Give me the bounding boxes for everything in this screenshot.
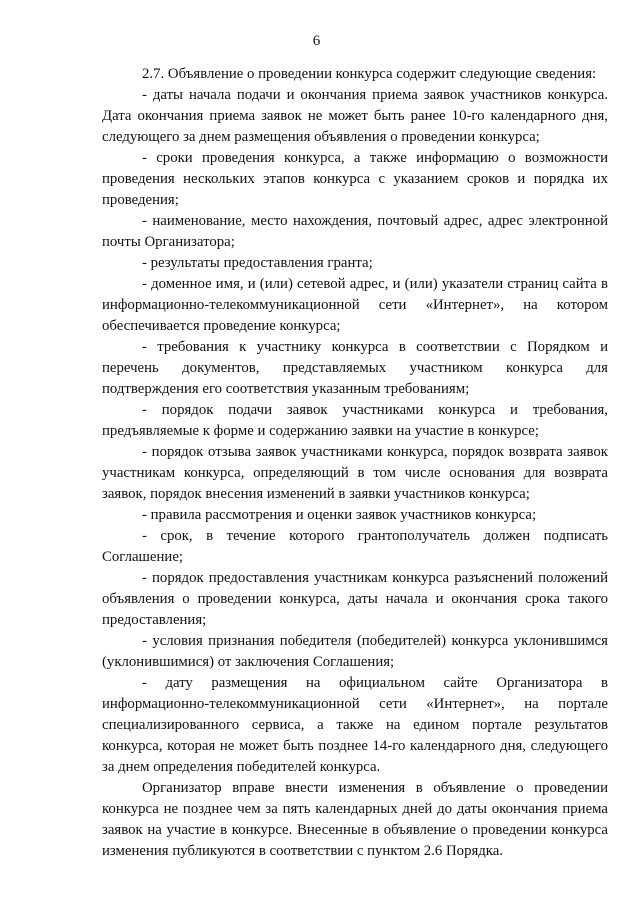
list-item-requirements: - требования к участнику конкурса в соответствии с Порядком и перечень документов, представляемых участником конкурса для подтверждения его соответствия указанным требованиям;: [102, 339, 608, 397]
list-item-dates: - даты начала подачи и окончания приема заявок участников конкурса. Дата окончания приема заявок не может быть ранее 10-го календарного дня, следующего за днем размещения объявления о проведении конкурса;: [102, 87, 608, 145]
list-item-clarifications: - порядок предоставления участникам конкурса разъяснений положений объявления о проведении конкурса, даты начала и окончания срока такого предоставления;: [102, 570, 608, 628]
list-item-stages: - сроки проведения конкурса, а также информацию о возможности проведения нескольких этапов конкурса с указанием сроков и порядка их проведения;: [102, 150, 608, 208]
document-body: [102, 64, 608, 862]
list-item-signing-deadline: - срок, в течение которого грантополучатель должен подписать Соглашение;: [102, 528, 608, 565]
list-item-evasion-conditions: - условия признания победителя (победителей) конкурса уклонившимся (уклонившимися) от заключения Соглашения;: [102, 633, 608, 670]
list-item-submission-order: - порядок подачи заявок участниками конкурса и требования, предъявляемые к форме и содержанию заявки на участие в конкурсе;: [102, 402, 608, 439]
list-item-website: - доменное имя, и (или) сетевой адрес, и (или) указатели страниц сайта в информационно-телекоммуникационной сети «Интернет», на котором обеспечивается проведение конкурса;: [102, 276, 608, 334]
closing-paragraph: Организатор вправе внести изменения в объявление о проведении конкурса не позднее чем за пять календарных дней до даты окончания приема заявок на участие в конкурсе. Внесенные в объявление о проведении конкурса изменения публикуются в соответствии с пунктом 2.6 Порядка.: [102, 780, 608, 859]
list-item-grant-results: - результаты предоставления гранта;: [142, 255, 373, 271]
list-item-withdrawal-order: - порядок отзыва заявок участниками конкурса, порядок возврата заявок участникам конкурса, определяющий в том числе основания для возврата заявок, порядок внесения изменений в заявки участников конкурса;: [102, 444, 608, 502]
list-item-organizer-address: - наименование, место нахождения, почтовый адрес, адрес электронной почты Организатора;: [102, 213, 608, 250]
list-item-publication-date: - дату размещения на официальном сайте Организатора в информационно-телекоммуникационной сети «Интернет», на портале специализированного сервиса, а также на едином портале результатов конкурса, которая не может быть позднее 14-го календарного дня, следующего за днем определения победителей конкурса.: [102, 675, 608, 775]
section-heading-2-7: 2.7. Объявление о проведении конкурса содержит следующие сведения:: [142, 66, 597, 82]
page-number: 6: [312, 33, 321, 49]
list-item-evaluation-rules: - правила рассмотрения и оценки заявок участников конкурса;: [142, 507, 537, 523]
